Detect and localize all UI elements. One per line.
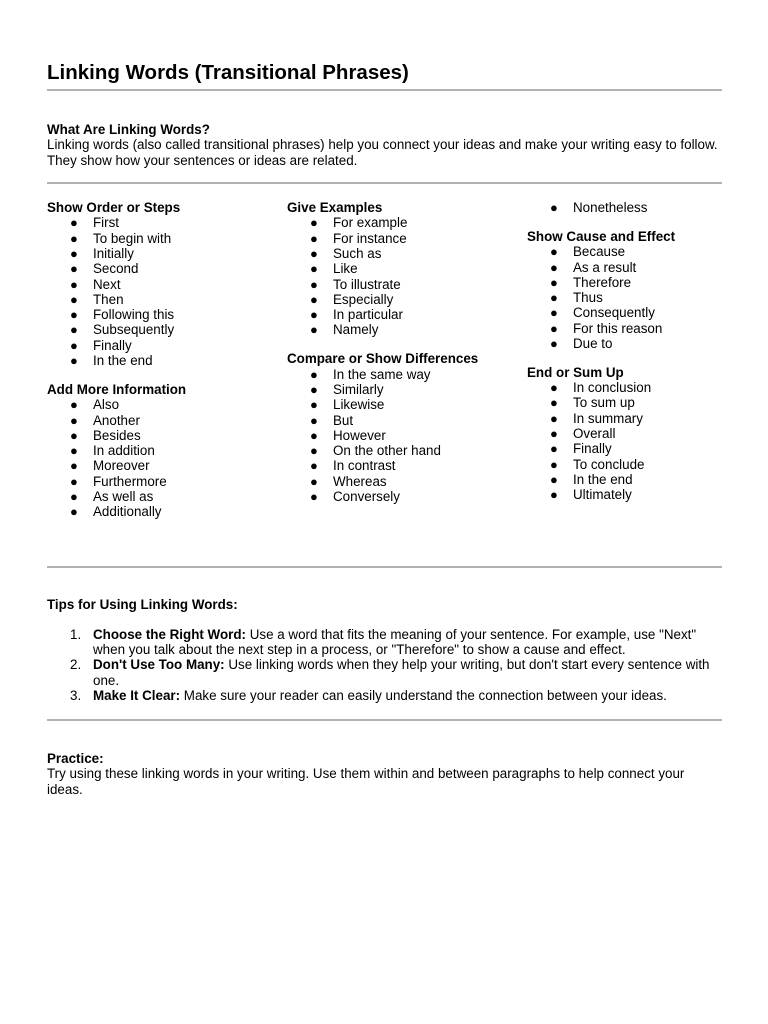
list-item — [527, 321, 722, 336]
bullet-icon: ● — [310, 473, 318, 489]
list-item-text: Nonetheless — [573, 200, 648, 215]
list-item-text: In the end — [93, 353, 153, 369]
list-item — [527, 395, 722, 410]
list-item-text: Subsequently — [93, 322, 175, 338]
list-item — [527, 244, 722, 259]
tip-number: 3. — [70, 687, 82, 703]
list-item-text: Finally — [93, 337, 132, 353]
bullet-icon: ● — [310, 412, 318, 428]
bullet-icon: ● — [550, 259, 558, 275]
list-item-text: However — [333, 427, 386, 443]
list-item — [47, 322, 272, 337]
bullet-icon: ● — [70, 261, 78, 277]
bullet-icon: ● — [550, 410, 558, 426]
list-item — [47, 307, 272, 322]
tips-section — [47, 597, 722, 703]
practice-heading: Practice: — [47, 751, 104, 766]
list-item — [287, 307, 512, 322]
list-item — [47, 474, 272, 489]
list-item-text: Additionally — [93, 504, 162, 520]
bullet-icon: ● — [550, 456, 558, 472]
list-item — [287, 261, 512, 276]
list-item — [527, 441, 722, 456]
word-list-order — [47, 215, 272, 368]
list-item-text: For example — [333, 215, 408, 231]
list-item-text: Consequently — [573, 305, 655, 321]
list-item-text: Likewise — [333, 397, 385, 413]
list-item — [287, 458, 512, 473]
bullet-icon: ● — [550, 305, 558, 321]
list-item-text: In conclusion — [573, 380, 652, 396]
list-item — [47, 428, 272, 443]
column-3 — [527, 200, 722, 503]
bullet-icon: ● — [310, 215, 318, 231]
bullet-icon: ● — [310, 246, 318, 261]
list-item — [47, 504, 272, 519]
bullet-icon: ● — [310, 291, 318, 307]
list-item-text: In the same way — [333, 366, 431, 382]
intro-heading: What Are Linking Words? — [47, 122, 210, 137]
list-item — [527, 426, 722, 441]
list-item-text: Second — [93, 261, 139, 277]
list-item-text: Another — [93, 412, 140, 428]
list-item-text: In addition — [93, 443, 155, 459]
list-item — [287, 397, 512, 412]
list-item — [527, 487, 722, 502]
list-item-text: Overall — [573, 426, 616, 442]
list-item-text: Finally — [573, 441, 612, 457]
list-item-text: In particular — [333, 307, 403, 323]
list-item — [527, 260, 722, 275]
list-item-text: Especially — [333, 291, 394, 307]
list-item-text: In contrast — [333, 458, 396, 474]
bullet-icon: ● — [550, 274, 558, 290]
section-divider — [47, 566, 722, 568]
tip-title: Don't Use Too Many: — [93, 657, 225, 673]
list-item — [527, 336, 722, 351]
tip-text: Make sure your reader can easily understand the connection between your ideas. — [180, 687, 667, 703]
bullet-icon: ● — [310, 397, 318, 413]
list-item — [527, 472, 722, 487]
list-item-text: Initially — [93, 246, 134, 261]
list-item-text: For this reason — [573, 320, 663, 336]
document-title: Linking Words (Transitional Phrases) — [47, 61, 409, 84]
bullet-icon: ● — [70, 337, 78, 353]
bullet-icon: ● — [310, 443, 318, 459]
list-item — [287, 428, 512, 443]
bullet-icon: ● — [70, 307, 78, 323]
list-item-text: Such as — [333, 246, 382, 261]
list-item — [47, 277, 272, 292]
list-item-text: Whereas — [333, 473, 387, 489]
list-item-text: Due to — [573, 335, 613, 351]
list-item — [47, 413, 272, 428]
tip-title: Make It Clear: — [93, 687, 181, 703]
list-item — [527, 380, 722, 395]
list-item — [287, 382, 512, 397]
tips-list — [47, 627, 722, 703]
list-item — [47, 246, 272, 261]
list-item-text: Moreover — [93, 458, 150, 474]
list-item-text: Furthermore — [93, 473, 167, 489]
category-heading-cause: Show Cause and Effect — [527, 228, 676, 244]
tip-item — [47, 688, 722, 703]
bullet-icon: ● — [70, 322, 78, 338]
column-2 — [287, 200, 512, 504]
category-heading-add: Add More Information — [47, 381, 187, 397]
bullet-icon: ● — [310, 458, 318, 474]
list-item — [287, 367, 512, 382]
category-heading-compare: Compare or Show Differences — [287, 351, 479, 367]
bullet-icon: ● — [310, 489, 318, 505]
list-item-text: In the end — [573, 471, 633, 487]
category-heading-order: Show Order or Steps — [47, 200, 181, 215]
bullet-icon: ● — [310, 307, 318, 323]
word-list-compare-continued — [527, 200, 722, 215]
bullet-icon: ● — [70, 412, 78, 428]
intro-text: Linking words (also called transitional phrases) help you connect your ideas and make your writing easy to follow. They show how your sentences or ideas are related. — [47, 137, 718, 168]
list-item-text: Ultimately — [573, 487, 632, 503]
section-divider — [47, 719, 722, 721]
tip-text: Use a word that fits the meaning of your sentence. For example, use "Next" when you talk about the next step in a process, or "Therefore" to show a cause and effect. — [93, 626, 697, 658]
bullet-icon: ● — [310, 261, 318, 277]
list-item — [287, 246, 512, 261]
bullet-icon: ● — [70, 397, 78, 413]
list-item — [527, 457, 722, 472]
bullet-icon: ● — [310, 276, 318, 292]
word-list-sum — [527, 380, 722, 502]
list-item — [287, 292, 512, 307]
list-item — [287, 277, 512, 292]
list-item-text: Similarly — [333, 381, 384, 397]
list-item-text: Besides — [93, 427, 141, 443]
list-item — [47, 489, 272, 504]
bullet-icon: ● — [310, 366, 318, 382]
bullet-icon: ● — [550, 395, 558, 411]
bullet-icon: ● — [550, 320, 558, 336]
list-item — [527, 305, 722, 320]
list-item — [47, 397, 272, 412]
bullet-icon: ● — [550, 380, 558, 396]
tip-text: Use linking words when they help your writing, but don't start every sentence with one. — [93, 657, 710, 688]
list-item-text: As well as — [93, 489, 154, 505]
list-item — [527, 275, 722, 290]
bullet-icon: ● — [310, 381, 318, 397]
list-item — [287, 489, 512, 504]
list-item-text: First — [93, 215, 120, 231]
bullet-icon: ● — [550, 487, 558, 503]
bullet-icon: ● — [550, 471, 558, 487]
list-item-text: To conclude — [573, 456, 645, 472]
bullet-icon: ● — [70, 291, 78, 307]
list-item — [47, 215, 272, 230]
list-item — [287, 322, 512, 337]
list-item — [47, 353, 272, 368]
list-item — [287, 443, 512, 458]
bullet-icon: ● — [70, 215, 78, 231]
list-item-text: Like — [333, 261, 358, 277]
practice-text: Try using these linking words in your writing. Use them within and between paragraphs to help connect your ideas. — [47, 766, 685, 797]
bullet-icon: ● — [550, 426, 558, 442]
bullet-icon: ● — [70, 473, 78, 489]
list-item-text: In summary — [573, 410, 643, 426]
list-item — [47, 292, 272, 307]
bullet-icon: ● — [70, 489, 78, 505]
list-item-text: Therefore — [573, 274, 632, 290]
list-item — [527, 200, 722, 215]
list-item — [47, 261, 272, 276]
category-heading-sum: End or Sum Up — [527, 364, 624, 380]
list-item-text: To illustrate — [333, 276, 401, 292]
category-heading-examples: Give Examples — [287, 200, 383, 215]
list-item — [287, 474, 512, 489]
list-item — [47, 443, 272, 458]
tip-number: 2. — [70, 657, 82, 673]
list-item-text: Thus — [573, 290, 603, 306]
word-list-add — [47, 397, 272, 519]
list-item — [47, 231, 272, 246]
bullet-icon: ● — [550, 335, 558, 351]
list-item-text: Next — [93, 276, 121, 292]
bullet-icon: ● — [310, 322, 318, 338]
word-list-cause — [527, 244, 722, 351]
bullet-icon: ● — [70, 458, 78, 474]
title-divider — [47, 89, 722, 91]
tips-heading: Tips for Using Linking Words: — [47, 597, 238, 612]
bullet-icon: ● — [70, 276, 78, 292]
bullet-icon: ● — [70, 230, 78, 246]
list-item — [527, 290, 722, 305]
list-item-text: Also — [93, 397, 120, 413]
list-item — [287, 215, 512, 230]
list-item-text: But — [333, 412, 354, 428]
section-divider — [47, 182, 722, 184]
list-item-text: As a result — [573, 259, 637, 275]
tip-item — [47, 657, 722, 688]
list-item — [47, 458, 272, 473]
list-item-text: Because — [573, 244, 626, 260]
list-item-text: To sum up — [573, 395, 635, 411]
list-item-text: Conversely — [333, 489, 400, 505]
word-list-examples — [287, 215, 512, 337]
list-item-text: Then — [93, 291, 124, 307]
bullet-icon: ● — [70, 427, 78, 443]
column-1 — [47, 200, 272, 520]
bullet-icon: ● — [550, 290, 558, 306]
bullet-icon: ● — [550, 244, 558, 260]
bullet-icon: ● — [70, 504, 78, 520]
bullet-icon: ● — [70, 353, 78, 369]
list-item — [47, 338, 272, 353]
bullet-icon: ● — [70, 443, 78, 459]
list-item — [287, 413, 512, 428]
list-item — [287, 231, 512, 246]
tip-number: 1. — [70, 626, 82, 642]
list-item-text: Namely — [333, 322, 379, 338]
tip-title: Choose the Right Word: — [93, 626, 246, 642]
bullet-icon: ● — [550, 200, 558, 215]
bullet-icon: ● — [310, 427, 318, 443]
word-list-compare — [287, 367, 512, 505]
bullet-icon: ● — [550, 441, 558, 457]
list-item-text: To begin with — [93, 230, 172, 246]
bullet-icon: ● — [70, 246, 78, 261]
list-item — [527, 411, 722, 426]
bullet-icon: ● — [310, 230, 318, 246]
list-item-text: On the other hand — [333, 443, 441, 459]
intro-section — [47, 122, 722, 168]
practice-section — [47, 751, 722, 797]
list-item-text: Following this — [93, 307, 175, 323]
list-item-text: For instance — [333, 230, 407, 246]
tip-item — [47, 627, 722, 658]
